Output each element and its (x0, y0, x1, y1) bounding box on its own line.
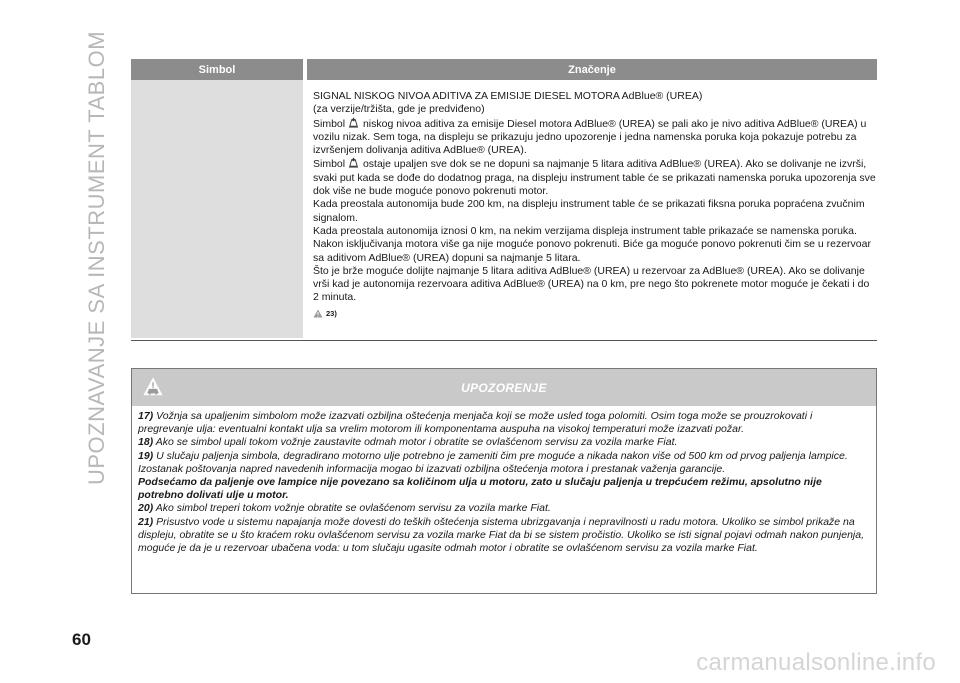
warning-item-18: 18) Ako se simbol upali tokom vožnje zaustavite odmah motor i obratite se ovlašćenom servisu za vozila marke Fiat. (138, 436, 678, 449)
table-header (131, 59, 877, 80)
warning-body (132, 406, 876, 555)
adblue-fluid-icon (348, 117, 359, 128)
column-header-meaning: Značenje (307, 59, 877, 80)
row-heading: SIGNAL NISKOG NIVOA ADITIVA ZA EMISIJE DIESEL MOTORA AdBlue® (UREA) (313, 90, 703, 102)
paragraph-4: Kada preostala autonomija iznosi 0 km, na nekim verzijama displeja instrument table prikazaće se namenska poruka. Nakon isključivanja motora više ga nije moguće ponovo pokrenuti. Biće ga moguće ponovo pokrenuti čim se u rezervoar sa aditivom AdBlue® (UREA) dopuni sa najmanje 5 litara. (313, 224, 871, 264)
row-subheading: (za verzije/tržišta, gde je predviđeno) (313, 103, 485, 116)
paragraph-3: Kada preostala autonomija bude 200 km, na displeju instrument table će se prikazati fiksna poruka popraćena zvučnim signalom. (313, 198, 865, 224)
meaning-cell (307, 80, 877, 338)
paragraph-2-text: ostaje upaljen sve dok se ne dopuni sa najmanje 5 litara aditiva AdBlue® (UREA). Ako se dolivanje ne izvrši, svaki put kada se dođe do dodatnog praga, na displeju instrument table će se prikazati namenska poruka upozorenja sve dok više ne bude moguće ponovo pokrenuti motor. (313, 158, 876, 198)
warning-triangle-icon (313, 309, 323, 318)
warning-item-17: 17) Vožnja sa upaljenim simbolom može izazvati ozbiljna oštećenja menjača koji se može usled toga polomiti. Osim toga može se prouzrokovati i pregrevanje ulja: eventualni kontakt ulja sa vrelim motorom ili komponentama auspuha na visokoj temperaturi može izazvati požar. (138, 410, 813, 436)
word-symbol: Simbol (313, 158, 346, 171)
warning-car-icon (142, 376, 164, 398)
adblue-fluid-icon (348, 157, 359, 168)
watermark: carmanualsonline.info (696, 649, 936, 676)
reference-number: 23) (326, 308, 337, 318)
page-number: 60 (72, 630, 91, 649)
warning-title: UPOZORENJE (461, 380, 547, 395)
table-row (131, 80, 877, 338)
paragraph-5: Što je brže moguće dolijte najmanje 5 litara aditiva AdBlue® (UREA) u rezervoar za AdBlue® (UREA). Ako se dolivanje vrši kad je autonomija rezervoara aditiva AdBlue® (UREA) na 0 km, pre nego što pokrenete motor moguće je čekati i do 2 minuta. (313, 264, 870, 304)
side-section-title: UPOZNAVANJE SA INSTRUMENT TABLOM (84, 30, 109, 486)
paragraph-1 (313, 117, 877, 158)
paragraph-2 (313, 157, 877, 198)
warning-item-21: 21) Prisustvo vode u sistemu napajanja može dovesti do teških oštećenja sistema ubrizgavanja i nepravilnosti u radu motora. Ukoliko se simbol prikaže na displeju, obratite se u što kraćem roku ovlašćenom servisu za vozila marke Fiat da bi se sistem pročistio. Ukoliko se isti signal pojavi odmah nakon punjenja, moguće je da je u rezervoar ubačena voda: u tom slučaju ugasite odmah motor i obratite se ovlašćenom servisu za vozila marke Fiat. (138, 515, 865, 555)
warning-box (131, 368, 877, 594)
paragraph-1-text: niskog nivoa aditiva za emisije Diesel motora AdBlue® (UREA) se pali ako je nivo aditiva AdBlue® (UREA) u vozilu nizak. Sem toga, na displeju se prikazuju jedno upozorenje i jedna namenska poruka koja pokazuje potrebu za izvršenjem dolivanja aditiva AdBlue® (UREA). (313, 117, 867, 157)
warning-item-19: 19) U slučaju paljenja simbola, degradirano motorno ulje potrebno je zameniti čim pre moguće a nikada nakon više od 500 km od prvog paljenja lampice. Izostanak poštovanja napred navedenih informacija mogao bi izazvati ozbiljna oštećenja motora i prestanak važenja garancije. (138, 449, 848, 475)
column-header-symbol: Simbol (131, 59, 303, 80)
table-bottom-rule (131, 340, 877, 341)
reference-note (313, 307, 877, 320)
warning-item-20: 20) Ako simbol treperi tokom vožnje obratite se ovlašćenom servisu za vozila marke Fiat. (138, 502, 551, 515)
symbol-table (131, 59, 877, 338)
warning-header (132, 369, 876, 406)
word-symbol: Simbol (313, 117, 346, 130)
warning-item-19-emphasis: Podsećamo da paljenje ove lampice nije povezano sa količinom ulja u motoru, zato u slučaju paljenja u trepćućem režimu, apsolutno nije potrebno dolivati ulje u motor. (138, 476, 822, 502)
symbol-cell (131, 80, 303, 338)
